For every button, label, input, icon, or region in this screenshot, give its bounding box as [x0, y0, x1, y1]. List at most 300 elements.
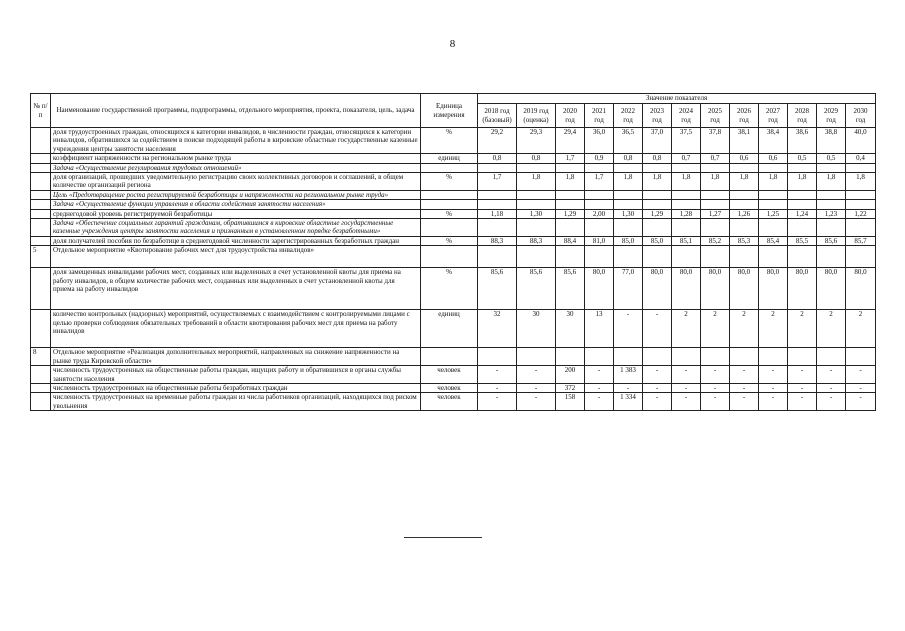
value-cell: 38,8: [817, 128, 846, 154]
value-cell: [788, 163, 817, 172]
value-cell: 85,5: [788, 236, 817, 245]
value-cell: 1,8: [556, 173, 585, 191]
unit-cell: человек: [421, 383, 478, 392]
value-cell: 80,0: [672, 268, 701, 310]
value-cell: 32: [478, 310, 517, 348]
value-cell: [614, 190, 643, 199]
value-cell: 0,4: [846, 154, 876, 163]
header-year-label: 2027: [766, 107, 780, 116]
value-cell: -: [614, 310, 643, 348]
indicator-name: Отдельное мероприятие «Квотирование рабочих мест для трудоустройства инвалидов»: [51, 246, 421, 268]
value-cell: [478, 163, 517, 172]
value-cell: 80,0: [817, 268, 846, 310]
value-cell: 0,8: [478, 154, 517, 163]
table-header: [31, 94, 876, 128]
value-cell: 1,7: [478, 173, 517, 191]
value-cell: [643, 200, 672, 209]
value-cell: 1,29: [643, 209, 672, 218]
table-row: [31, 154, 876, 163]
value-cell: 1 334: [614, 393, 643, 411]
value-cell: [701, 163, 730, 172]
value-cell: 1,8: [788, 173, 817, 191]
header-year-note: год: [594, 115, 604, 124]
value-cell: [817, 163, 846, 172]
value-cell: 80,0: [585, 268, 614, 310]
header-year: [643, 104, 672, 128]
value-cell: 0,6: [759, 154, 788, 163]
header-year: [556, 104, 585, 128]
unit-cell: %: [421, 236, 478, 245]
value-cell: -: [759, 366, 788, 384]
value-cell: [585, 348, 614, 366]
indicator-name: среднегодовой уровень регистрируемой безработицы: [51, 209, 421, 218]
unit-cell: [421, 200, 478, 209]
value-cell: [517, 200, 556, 209]
value-cell: 1,8: [701, 173, 730, 191]
value-cell: -: [730, 383, 759, 392]
value-cell: 1,8: [817, 173, 846, 191]
table-row: [31, 366, 876, 384]
value-cell: 1,7: [585, 173, 614, 191]
value-cell: [672, 190, 701, 199]
value-cell: 158: [556, 393, 585, 411]
value-cell: -: [817, 366, 846, 384]
value-cell: 1,26: [730, 209, 759, 218]
indicator-name: доля замещенных инвалидами рабочих мест, созданных или выделенных в счет установленной квоты для приема на работу инвалидов, в общем количестве рабочих мест, созданных или выделенных в счет установленной квоты для приема на работу инвалидов: [51, 268, 421, 310]
value-cell: 29,3: [517, 128, 556, 154]
value-cell: [614, 163, 643, 172]
value-cell: [517, 163, 556, 172]
value-cell: [701, 190, 730, 199]
value-cell: [517, 190, 556, 199]
value-cell: -: [643, 310, 672, 348]
value-cell: 0,8: [517, 154, 556, 163]
header-year-note: (базовый): [482, 115, 512, 124]
header-unit: Единица измерения: [421, 94, 478, 128]
indicator-name: Отдельное мероприятие «Реализация дополнительных мероприятий, направленных на снижение напряженности на рынке труда Кировской области»: [51, 348, 421, 366]
value-cell: -: [846, 366, 876, 384]
value-cell: [614, 219, 643, 237]
table-row: [31, 163, 876, 172]
value-cell: -: [585, 366, 614, 384]
header-year: [759, 104, 788, 128]
value-cell: [478, 348, 517, 366]
unit-cell: единиц: [421, 310, 478, 348]
row-number: 5: [31, 246, 51, 268]
indicator-name: численность трудоустроенных на общественные работы безработных граждан: [51, 383, 421, 392]
value-cell: 0,5: [788, 154, 817, 163]
value-cell: 37,0: [643, 128, 672, 154]
value-cell: -: [701, 393, 730, 411]
value-cell: -: [672, 366, 701, 384]
value-cell: 1,28: [672, 209, 701, 218]
value-cell: 29,2: [478, 128, 517, 154]
table-row: [31, 383, 876, 392]
value-cell: -: [817, 393, 846, 411]
value-cell: 85,3: [730, 236, 759, 245]
header-name: Наименование государственной программы, подпрограммы, отдельного мероприятия, проекта, показателя, цель, задача: [51, 94, 421, 128]
value-cell: [643, 219, 672, 237]
header-year: [788, 104, 817, 128]
value-cell: 80,0: [759, 268, 788, 310]
value-cell: [643, 246, 672, 268]
value-cell: [478, 200, 517, 209]
unit-cell: единиц: [421, 154, 478, 163]
value-cell: -: [759, 393, 788, 411]
value-cell: [517, 219, 556, 237]
value-cell: 1,8: [730, 173, 759, 191]
table-row: [31, 128, 876, 154]
value-cell: [643, 348, 672, 366]
row-number: [31, 366, 51, 384]
indicator-name: доля получателей пособия по безработице в среднегодовой численности зарегистрированных безработных граждан: [51, 236, 421, 245]
value-cell: 85,1: [672, 236, 701, 245]
value-cell: [759, 246, 788, 268]
value-cell: 1,8: [672, 173, 701, 191]
header-year-note: год: [797, 115, 807, 124]
value-cell: 0,6: [730, 154, 759, 163]
value-cell: 80,0: [788, 268, 817, 310]
value-cell: 1,25: [759, 209, 788, 218]
value-cell: [672, 246, 701, 268]
header-year-label: 2030: [853, 107, 868, 116]
value-cell: 1,8: [614, 173, 643, 191]
value-cell: 2: [672, 310, 701, 348]
table-row: [31, 200, 876, 209]
value-cell: 85,7: [846, 236, 876, 245]
value-cell: 85,4: [759, 236, 788, 245]
value-cell: -: [817, 383, 846, 392]
value-cell: 0,9: [585, 154, 614, 163]
value-cell: -: [478, 366, 517, 384]
value-cell: [846, 163, 876, 172]
value-cell: 88,3: [517, 236, 556, 245]
table-row: [31, 246, 876, 268]
value-cell: 1,30: [517, 209, 556, 218]
value-cell: [672, 200, 701, 209]
value-cell: 1,22: [846, 209, 876, 218]
row-number: [31, 383, 51, 392]
indicator-name: Цель «Предотвращение роста регистрируемой безработицы и напряженности на региональном рынке труда»: [51, 190, 421, 199]
unit-cell: %: [421, 173, 478, 191]
value-cell: 0,7: [701, 154, 730, 163]
value-cell: [846, 246, 876, 268]
value-cell: [556, 163, 585, 172]
value-cell: [556, 219, 585, 237]
unit-cell: человек: [421, 393, 478, 411]
header-year-label: 2023: [650, 107, 664, 116]
value-cell: -: [517, 393, 556, 411]
value-cell: 81,0: [585, 236, 614, 245]
value-cell: [817, 219, 846, 237]
value-cell: 1,18: [478, 209, 517, 218]
value-cell: 38,4: [759, 128, 788, 154]
row-number: [31, 190, 51, 199]
value-cell: [672, 348, 701, 366]
value-cell: [730, 163, 759, 172]
value-cell: [585, 246, 614, 268]
header-year-note: год: [623, 115, 633, 124]
header-year-note: год: [565, 115, 575, 124]
value-cell: [643, 163, 672, 172]
value-cell: [817, 190, 846, 199]
header-year-label: 2021: [592, 107, 606, 116]
value-cell: 37,8: [701, 128, 730, 154]
value-cell: 2: [730, 310, 759, 348]
value-cell: 13: [585, 310, 614, 348]
header-year: [478, 104, 517, 128]
value-cell: [701, 200, 730, 209]
value-cell: [730, 219, 759, 237]
value-cell: -: [643, 366, 672, 384]
value-cell: 80,0: [643, 268, 672, 310]
unit-cell: человек: [421, 366, 478, 384]
row-number: [31, 200, 51, 209]
value-cell: -: [585, 393, 614, 411]
value-cell: 85,0: [614, 236, 643, 245]
row-number: 8: [31, 348, 51, 366]
unit-cell: [421, 246, 478, 268]
closing-line: [404, 537, 482, 538]
indicator-name: численность трудоустроенных на общественные работы граждан, ищущих работу и обратившихся в органы службы занятости населения: [51, 366, 421, 384]
value-cell: 0,8: [614, 154, 643, 163]
value-cell: 1 383: [614, 366, 643, 384]
value-cell: -: [672, 393, 701, 411]
value-cell: [817, 348, 846, 366]
value-cell: [759, 190, 788, 199]
header-year-label: 2028: [795, 107, 809, 116]
value-cell: 200: [556, 366, 585, 384]
header-year-label: 2020: [563, 107, 577, 116]
value-cell: 1,27: [701, 209, 730, 218]
header-year-label: 2026: [737, 107, 751, 116]
header-values: Значение показателя: [478, 94, 876, 104]
header-year-label: 2025: [708, 107, 722, 116]
table-row: [31, 310, 876, 348]
value-cell: [846, 348, 876, 366]
value-cell: 2: [759, 310, 788, 348]
unit-cell: [421, 190, 478, 199]
value-cell: 88,3: [478, 236, 517, 245]
value-cell: 80,0: [846, 268, 876, 310]
header-year: [846, 104, 876, 128]
indicator-name: доля организаций, прошедших уведомительную регистрацию своих коллективных договоров и соглашений, в общем количестве организаций региона: [51, 173, 421, 191]
value-cell: 88,4: [556, 236, 585, 245]
value-cell: [846, 219, 876, 237]
row-number: [31, 268, 51, 310]
row-number: [31, 154, 51, 163]
value-cell: 1,8: [643, 173, 672, 191]
value-cell: [517, 246, 556, 268]
value-cell: 29,4: [556, 128, 585, 154]
value-cell: 0,8: [643, 154, 672, 163]
row-number: [31, 209, 51, 218]
value-cell: -: [701, 383, 730, 392]
value-cell: -: [643, 393, 672, 411]
value-cell: [556, 348, 585, 366]
indicator-name: численность трудоустроенных на временные работы граждан из числа работников организаций, находящихся под риском увольнения: [51, 393, 421, 411]
value-cell: 0,5: [817, 154, 846, 163]
header-year: [614, 104, 643, 128]
value-cell: -: [643, 383, 672, 392]
value-cell: 1,23: [817, 209, 846, 218]
table-body: [31, 128, 876, 411]
row-number: [31, 128, 51, 154]
value-cell: 2: [701, 310, 730, 348]
header-year: [672, 104, 701, 128]
header-year: [701, 104, 730, 128]
value-cell: 1,8: [846, 173, 876, 191]
value-cell: 1,8: [759, 173, 788, 191]
value-cell: 80,0: [730, 268, 759, 310]
value-cell: [643, 190, 672, 199]
value-cell: [585, 190, 614, 199]
unit-cell: %: [421, 209, 478, 218]
value-cell: 30: [556, 310, 585, 348]
header-year-label: 2019 год: [523, 107, 549, 116]
value-cell: 85,2: [701, 236, 730, 245]
value-cell: -: [701, 366, 730, 384]
value-cell: 372: [556, 383, 585, 392]
value-cell: [701, 348, 730, 366]
value-cell: 80,0: [701, 268, 730, 310]
unit-cell: [421, 219, 478, 237]
value-cell: [701, 219, 730, 237]
header-year-label: 2024: [679, 107, 693, 116]
value-cell: [517, 348, 556, 366]
value-cell: 40,0: [846, 128, 876, 154]
value-cell: 0,7: [672, 154, 701, 163]
value-cell: [614, 348, 643, 366]
row-number: [31, 219, 51, 237]
value-cell: 85,6: [556, 268, 585, 310]
value-cell: [585, 163, 614, 172]
indicators-table: [30, 93, 876, 411]
value-cell: [478, 246, 517, 268]
value-cell: 1,30: [614, 209, 643, 218]
value-cell: -: [672, 383, 701, 392]
value-cell: 37,5: [672, 128, 701, 154]
value-cell: [701, 246, 730, 268]
value-cell: -: [730, 366, 759, 384]
value-cell: -: [788, 383, 817, 392]
value-cell: [614, 246, 643, 268]
value-cell: 77,0: [614, 268, 643, 310]
value-cell: -: [478, 383, 517, 392]
value-cell: 2: [846, 310, 876, 348]
header-year-note: год: [652, 115, 662, 124]
value-cell: 1,24: [788, 209, 817, 218]
value-cell: [759, 348, 788, 366]
value-cell: [730, 190, 759, 199]
header-year: [817, 104, 846, 128]
value-cell: -: [517, 383, 556, 392]
indicator-name: Задача «Обеспечение социальных гарантий гражданам, обратившимся в кировские областные государственные казенные учреждения центры занятости населения и признанным в установленном порядке безработными»: [51, 219, 421, 237]
value-cell: 2,00: [585, 209, 614, 218]
value-cell: [585, 219, 614, 237]
value-cell: 1,8: [517, 173, 556, 191]
header-year-note: (оценка): [523, 115, 549, 124]
value-cell: [759, 163, 788, 172]
value-cell: [478, 219, 517, 237]
unit-cell: %: [421, 128, 478, 154]
unit-cell: %: [421, 268, 478, 310]
indicator-name: доля трудоустроенных граждан, относящихся к категории инвалидов, в численности граждан, относящихся к категории инвалидов, обратившихся за содействием в поиске подходящей работы в кировские областные государственные казенные учреждения центры занятости населения: [51, 128, 421, 154]
header-year-label: 2022: [621, 107, 635, 116]
indicator-name: Задача «Осуществление функции управления в области содействия занятости населения»: [51, 200, 421, 209]
header-year: [517, 104, 556, 128]
value-cell: [817, 200, 846, 209]
value-cell: [788, 190, 817, 199]
value-cell: -: [846, 393, 876, 411]
value-cell: [817, 246, 846, 268]
header-year-note: год: [710, 115, 720, 124]
value-cell: 1,7: [556, 154, 585, 163]
value-cell: -: [846, 383, 876, 392]
header-year-note: год: [855, 115, 866, 124]
row-number: [31, 163, 51, 172]
value-cell: -: [730, 393, 759, 411]
value-cell: [556, 190, 585, 199]
header-year-note: год: [681, 115, 691, 124]
value-cell: -: [478, 393, 517, 411]
value-cell: [730, 246, 759, 268]
value-cell: [614, 200, 643, 209]
table-row: [31, 209, 876, 218]
value-cell: [788, 200, 817, 209]
value-cell: 2: [788, 310, 817, 348]
value-cell: 85,0: [643, 236, 672, 245]
value-cell: [730, 200, 759, 209]
table-row: [31, 173, 876, 191]
value-cell: [672, 219, 701, 237]
header-year-note: год: [739, 115, 749, 124]
value-cell: [556, 200, 585, 209]
value-cell: [846, 200, 876, 209]
value-cell: -: [788, 366, 817, 384]
value-cell: [585, 200, 614, 209]
value-cell: [556, 246, 585, 268]
table-row: [31, 268, 876, 310]
header-year-label: 2018 год: [484, 107, 510, 116]
row-number: [31, 310, 51, 348]
value-cell: [672, 163, 701, 172]
header-year-label: 2029: [824, 107, 838, 116]
table-row: [31, 236, 876, 245]
indicator-name: Задача «Осуществление регулирования трудовых отношений»: [51, 163, 421, 172]
table-row: [31, 393, 876, 411]
value-cell: -: [585, 383, 614, 392]
value-cell: -: [788, 393, 817, 411]
value-cell: 36,0: [585, 128, 614, 154]
value-cell: 1,29: [556, 209, 585, 218]
row-number: [31, 236, 51, 245]
table-row: [31, 219, 876, 237]
value-cell: -: [759, 383, 788, 392]
value-cell: 30: [517, 310, 556, 348]
value-cell: 85,6: [517, 268, 556, 310]
value-cell: 38,1: [730, 128, 759, 154]
indicator-name: коэффициент напряженности на региональном рынке труда: [51, 154, 421, 163]
value-cell: [759, 200, 788, 209]
table-row: [31, 348, 876, 366]
unit-cell: [421, 163, 478, 172]
header-year: [730, 104, 759, 128]
value-cell: [788, 246, 817, 268]
value-cell: [788, 219, 817, 237]
value-cell: -: [517, 366, 556, 384]
value-cell: [730, 348, 759, 366]
